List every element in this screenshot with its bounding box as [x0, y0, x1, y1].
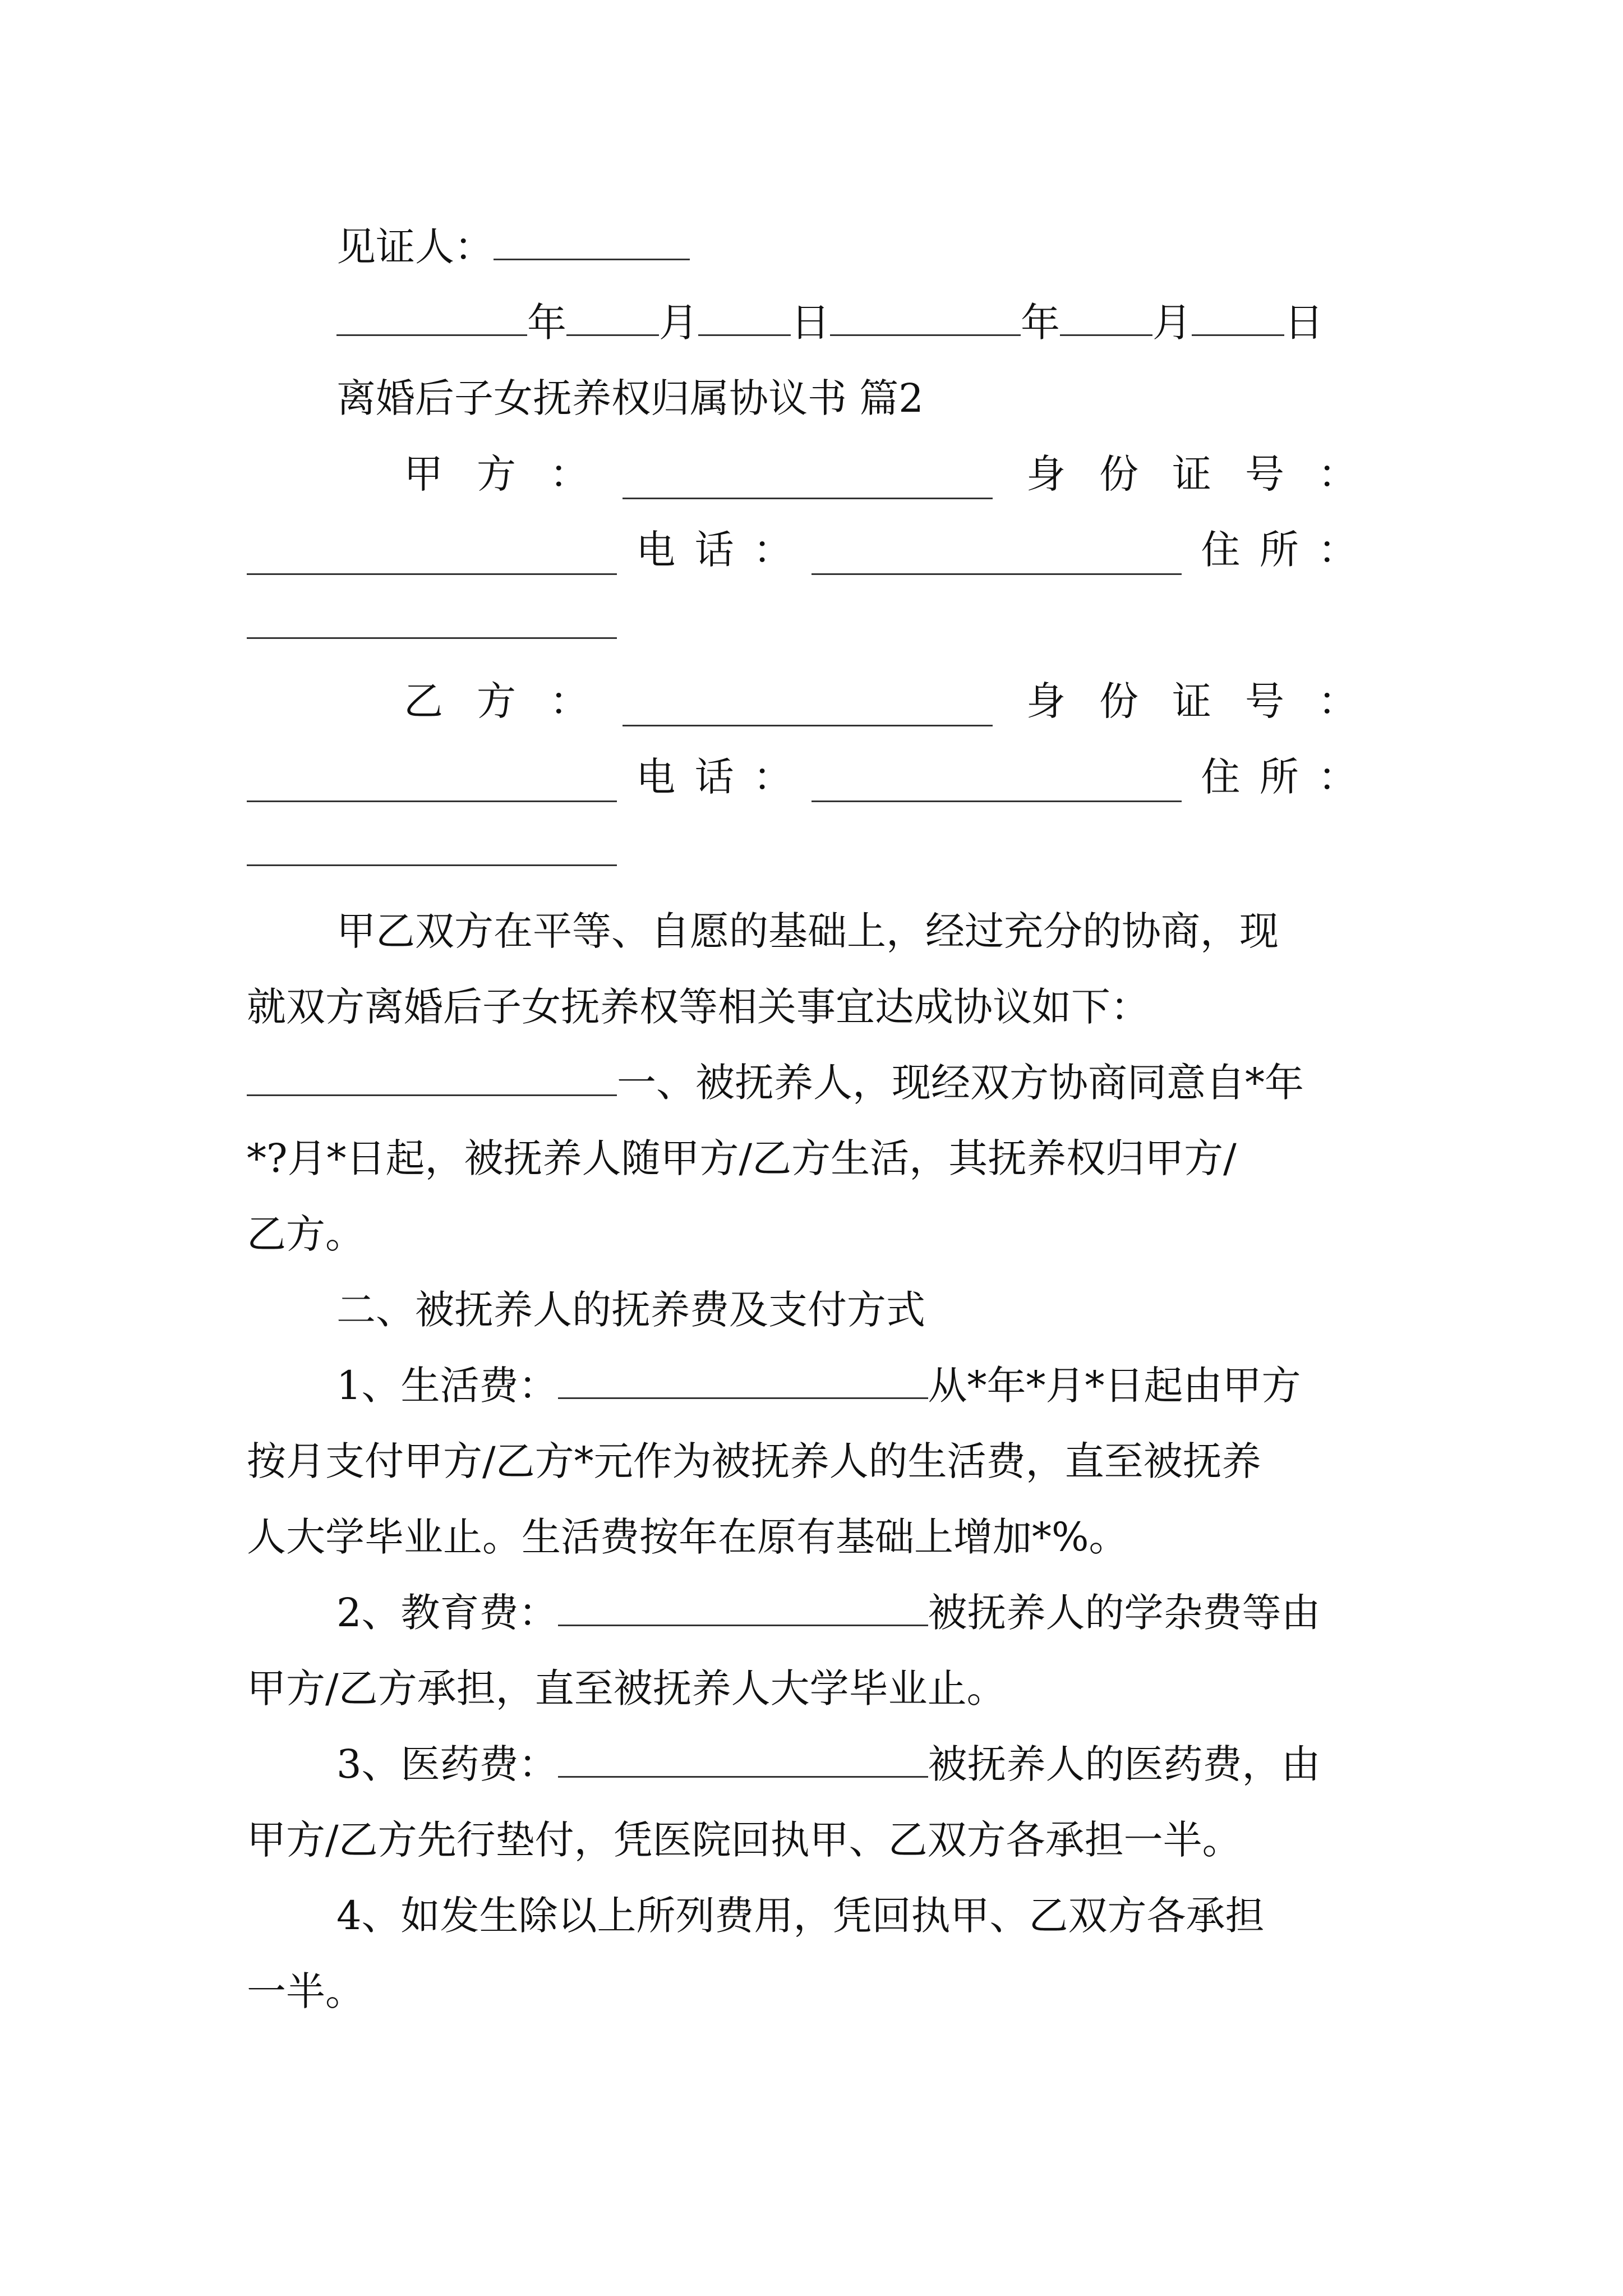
party-a-addr-0: 住: [1201, 527, 1241, 573]
date2-month-label: 月: [1152, 300, 1192, 346]
item1-line-3: 人大学毕业止。生活费按年在原有基础上增加*%。: [247, 1514, 1128, 1560]
party-a-phone-0: 电: [636, 527, 676, 573]
intro-line-2: 就双方离婚后子女抚养权等相关事宜达成协议如下：: [247, 984, 1150, 1030]
party-b-addr-0: 住: [1201, 754, 1241, 800]
party-b-row2: [247, 752, 1357, 802]
item1-line-1: [336, 1360, 1301, 1411]
intro-line-1: 甲乙双方在平等、自愿的基础上，经过充分的协商，现: [336, 908, 1279, 954]
party-a-row2: [247, 524, 1357, 575]
party-b-address-blank[interactable]: [247, 832, 617, 866]
party-a-row1: [404, 449, 1357, 499]
party-a-addr-2: ：: [1317, 527, 1357, 573]
date-year-blank[interactable]: [336, 302, 527, 336]
item1-tail: 从*年*月*日起由甲方: [928, 1363, 1301, 1409]
clause1-line-2: *?月*日起，被抚养人随甲方/乙方生活，其抚养权归甲方/: [247, 1135, 1237, 1181]
party-a-phone-blank[interactable]: [811, 541, 1182, 575]
item2-line-2: 甲方/乙方承担，直至被抚养人大学毕业止。: [247, 1665, 1006, 1711]
party-b-id-blank[interactable]: [247, 768, 617, 802]
party-b-id-2: 证: [1172, 678, 1211, 724]
clause1-blank[interactable]: [247, 1062, 617, 1096]
clause1-line-3: 乙方。: [247, 1211, 365, 1257]
date2-year-blank[interactable]: [830, 302, 1021, 336]
clause2-title: 二、被抚养人的抚养费及支付方式: [336, 1287, 925, 1333]
party-a-id-2: 证: [1172, 451, 1211, 497]
section-heading: 离婚后子女抚养权归属协议书 篇2: [336, 375, 924, 421]
item3-line-2: 甲方/乙方先行垫付，凭医院回执甲、乙双方各承担一半。: [247, 1817, 1242, 1863]
item2-tail: 被抚养人的学杂费等由: [928, 1590, 1321, 1636]
party-a-name-blank[interactable]: [623, 465, 993, 499]
clause1-text-1: 一、被抚养人，现经双方协商同意自*年: [617, 1060, 1304, 1106]
item2-line-1: [336, 1588, 1321, 1638]
date2-day-blank[interactable]: [1192, 302, 1284, 336]
party-b-id-3: 号: [1245, 678, 1284, 724]
date2-year-label: 年: [1021, 300, 1060, 346]
party-b-phone-2: ：: [753, 754, 792, 800]
party-a-id-1: 份: [1099, 451, 1138, 497]
item1-line-2: 按月支付甲方/乙方*元作为被抚养人的生活费，直至被抚养: [247, 1438, 1261, 1484]
date-year-label: 年: [527, 300, 566, 346]
party-a-row3: [247, 600, 617, 651]
clause1-line-1: [247, 1057, 1304, 1108]
party-a-label-1: 方: [477, 451, 516, 497]
party-b-label-1: 方: [477, 678, 516, 724]
date-day-label: 日: [791, 300, 830, 346]
party-b-addr-2: ：: [1317, 754, 1357, 800]
item2-label: 2、教育费：: [336, 1590, 558, 1636]
item3-blank[interactable]: [558, 1743, 928, 1778]
party-b-label-2: ：: [550, 678, 589, 724]
item1-label: 1、生活费：: [336, 1363, 558, 1409]
party-a-address-blank[interactable]: [247, 605, 617, 639]
party-a-phone-2: ：: [753, 527, 792, 573]
party-b-row3: [247, 827, 617, 878]
party-b-id-4: ：: [1318, 678, 1357, 724]
item4-line-1: 4、如发生除以上所列费用，凭回执甲、乙双方各承担: [336, 1893, 1265, 1939]
item3-label: 3、医药费：: [336, 1741, 558, 1787]
party-b-row1: [404, 676, 1357, 726]
date-month-blank[interactable]: [566, 302, 659, 336]
party-b-phone-1: 话: [694, 754, 734, 800]
party-a-id-3: 号: [1245, 451, 1284, 497]
party-b-label-0: 乙: [404, 678, 443, 724]
item3-tail: 被抚养人的医药费，由: [928, 1741, 1321, 1787]
date-day-blank[interactable]: [698, 302, 791, 336]
item2-blank[interactable]: [558, 1592, 928, 1626]
item1-blank[interactable]: [558, 1365, 928, 1399]
party-a-id-4: ：: [1318, 451, 1357, 497]
date2-month-blank[interactable]: [1060, 302, 1152, 336]
party-a-id-0: 身: [1026, 451, 1066, 497]
party-a-phone-1: 话: [694, 527, 734, 573]
party-b-addr-1: 所: [1259, 754, 1299, 800]
party-b-name-blank[interactable]: [623, 692, 993, 726]
party-b-phone-blank[interactable]: [811, 768, 1182, 802]
item3-line-1: [336, 1739, 1321, 1789]
date-line: [336, 297, 1324, 348]
witness-blank[interactable]: [494, 226, 690, 260]
party-a-label-2: ：: [550, 451, 589, 497]
party-b-id-1: 份: [1099, 678, 1138, 724]
party-a-id-blank[interactable]: [247, 541, 617, 575]
party-b-phone-0: 电: [636, 754, 676, 800]
date-month-label: 月: [659, 300, 698, 346]
party-a-addr-1: 所: [1259, 527, 1299, 573]
party-b-id-0: 身: [1026, 678, 1066, 724]
item4-line-2: 一半。: [247, 1968, 365, 2014]
party-a-label-0: 甲: [404, 451, 443, 497]
witness-line: [336, 222, 690, 272]
witness-label: 见证人：: [336, 224, 494, 270]
date2-day-label: 日: [1284, 300, 1324, 346]
